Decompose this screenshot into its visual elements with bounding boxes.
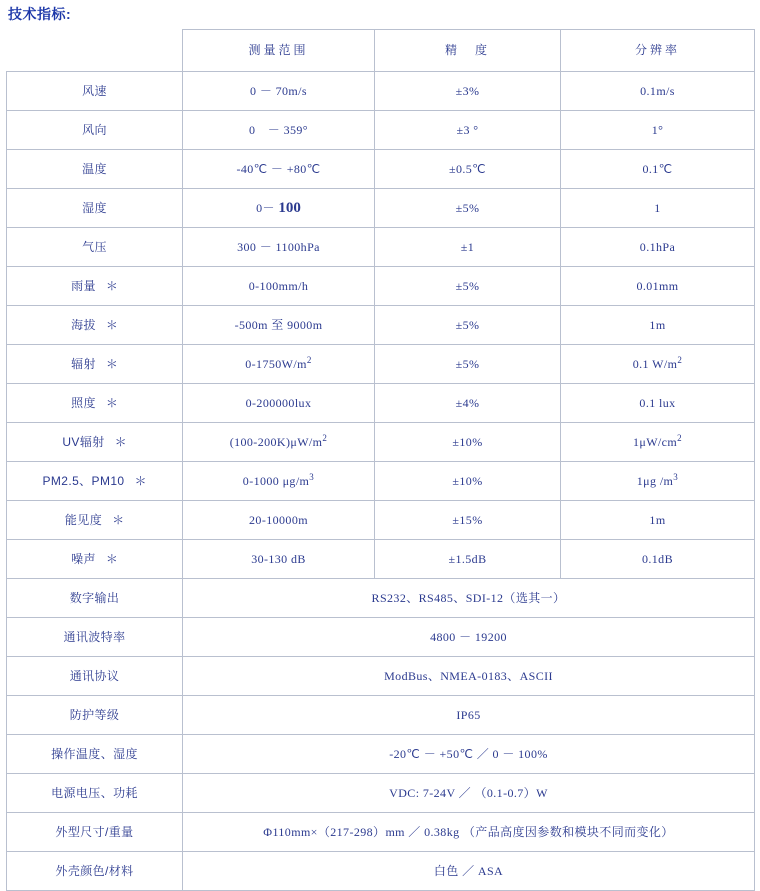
row-label: 通讯波特率 (7, 618, 183, 657)
row-resolution-exponent: 3 (673, 471, 679, 482)
row-resolution-exponent: 2 (677, 432, 683, 443)
table-row (7, 735, 755, 774)
table-row (7, 423, 755, 462)
optional-marker: ＊ (134, 473, 147, 488)
row-accuracy: ±0.5℃ (375, 150, 561, 189)
row-accuracy: ±1 (375, 228, 561, 267)
row-range: 30-130 dB (183, 540, 375, 579)
row-accuracy: ±1.5dB (375, 540, 561, 579)
row-resolution: 0.1 $W/m^2$ (561, 345, 755, 384)
row-accuracy: ±10% (375, 462, 561, 501)
row-resolution: 1° (561, 111, 755, 150)
row-label: 外壳颜色/材料 (7, 852, 183, 891)
row-label: PM2.5、PM10 ＊ (7, 462, 183, 501)
row-range: 0-1000 $\mu g/m^3$ (183, 462, 375, 501)
row-accuracy: ±3 ° (375, 111, 561, 150)
row-accuracy: ±5% (375, 189, 561, 228)
row-label: 数字输出 (7, 579, 183, 618)
table-row (7, 462, 755, 501)
table-header-row (7, 30, 755, 72)
row-accuracy: ±4% (375, 384, 561, 423)
column-header-accuracy: 精 度 (375, 30, 561, 72)
table-row (7, 696, 755, 735)
optional-marker: ＊ (105, 356, 118, 371)
row-resolution-exponent: 2 (677, 354, 683, 365)
row-resolution: 1m (561, 306, 755, 345)
table-row (7, 579, 755, 618)
row-accuracy: ±15% (375, 501, 561, 540)
row-label: 通讯协议 (7, 657, 183, 696)
row-resolution: 0.01mm (561, 267, 755, 306)
row-range: -500m 至 9000m (183, 306, 375, 345)
table-row (7, 150, 755, 189)
row-label: 海拔 ＊ (7, 306, 183, 345)
table-row (7, 852, 755, 891)
row-range-exponent: 3 (309, 471, 315, 482)
row-label: UV辐射 ＊ (7, 423, 183, 462)
row-value: 白色 ／ ASA (183, 852, 755, 891)
row-range (183, 189, 375, 228)
optional-marker: ＊ (114, 434, 127, 449)
row-value: -20℃ － +50℃ ／ 0 － 100% (183, 735, 755, 774)
row-label: 湿度 (7, 189, 183, 228)
row-resolution: $1\mu W/cm^2$ (561, 423, 755, 462)
row-range: 0-100mm/h (183, 267, 375, 306)
row-resolution: 1m (561, 501, 755, 540)
row-range: 0 － 359° (183, 111, 375, 150)
specifications-table (6, 29, 755, 891)
table-row (7, 384, 755, 423)
row-label: 电源电压、功耗 (7, 774, 183, 813)
row-range-prefix: 0－ (256, 200, 279, 215)
row-range: 300 － 1100hPa (183, 228, 375, 267)
optional-marker: ＊ (105, 317, 118, 332)
row-value: 4800 － 19200 (183, 618, 755, 657)
row-label: 气压 (7, 228, 183, 267)
row-label: 辐射 ＊ (7, 345, 183, 384)
table-row (7, 267, 755, 306)
row-value: ModBus、NMEA-0183、ASCII (183, 657, 755, 696)
table-row (7, 228, 755, 267)
row-range-value: 100 (278, 199, 301, 216)
row-accuracy: ±10% (375, 423, 561, 462)
optional-marker: ＊ (105, 395, 118, 410)
row-accuracy: ±5% (375, 267, 561, 306)
row-label: 雨量 ＊ (7, 267, 183, 306)
row-accuracy: ±5% (375, 306, 561, 345)
row-value: RS232、RS485、SDI-12（选其一） (183, 579, 755, 618)
optional-marker: ＊ (105, 278, 118, 293)
row-accuracy: ±3% (375, 72, 561, 111)
row-value: IP65 (183, 696, 755, 735)
row-value: Φ110mm×（217-298）mm ／ 0.38kg （产品高度因参数和模块不同而变化） (183, 813, 755, 852)
row-resolution: 0.1 lux (561, 384, 755, 423)
optional-marker: ＊ (112, 512, 125, 527)
row-accuracy: ±5% (375, 345, 561, 384)
table-row (7, 540, 755, 579)
row-label: 外型尺寸/重量 (7, 813, 183, 852)
table-row (7, 189, 755, 228)
row-range-exponent: 2 (306, 354, 312, 365)
row-range-exponent: 2 (322, 432, 328, 443)
column-header-blank (7, 30, 183, 72)
table-row (7, 345, 755, 384)
row-range: -40℃ － +80℃ (183, 150, 375, 189)
row-label: 照度 ＊ (7, 384, 183, 423)
table-row (7, 111, 755, 150)
row-resolution: 0.1℃ (561, 150, 755, 189)
row-resolution: 0.1dB (561, 540, 755, 579)
table-row (7, 72, 755, 111)
table-row (7, 813, 755, 852)
row-label: 风速 (7, 72, 183, 111)
row-range: 20-10000m (183, 501, 375, 540)
table-row (7, 306, 755, 345)
table-row (7, 657, 755, 696)
column-header-resolution: 分辨率 (561, 30, 755, 72)
row-label: 风向 (7, 111, 183, 150)
table-row (7, 774, 755, 813)
row-label: 噪声 ＊ (7, 540, 183, 579)
row-resolution: 1 (561, 189, 755, 228)
row-label: 防护等级 (7, 696, 183, 735)
row-label: 温度 (7, 150, 183, 189)
row-range: 0 － 70m/s (183, 72, 375, 111)
row-label: 操作温度、湿度 (7, 735, 183, 774)
table-row (7, 501, 755, 540)
row-range: $(100-200K)\mu W/m^2$ (183, 423, 375, 462)
row-value: VDC: 7-24V ／ （0.1-0.7）W (183, 774, 755, 813)
row-range: 0-200000lux (183, 384, 375, 423)
column-header-range: 测量范围 (183, 30, 375, 72)
row-range: $0-1750W/m^2$ (183, 345, 375, 384)
row-resolution: 0.1m/s (561, 72, 755, 111)
row-resolution: 1μg $/m^3$ (561, 462, 755, 501)
row-resolution: 0.1hPa (561, 228, 755, 267)
table-row (7, 618, 755, 657)
page-title: 技术指标: (8, 6, 72, 22)
row-label: 能见度 ＊ (7, 501, 183, 540)
optional-marker: ＊ (105, 551, 118, 566)
